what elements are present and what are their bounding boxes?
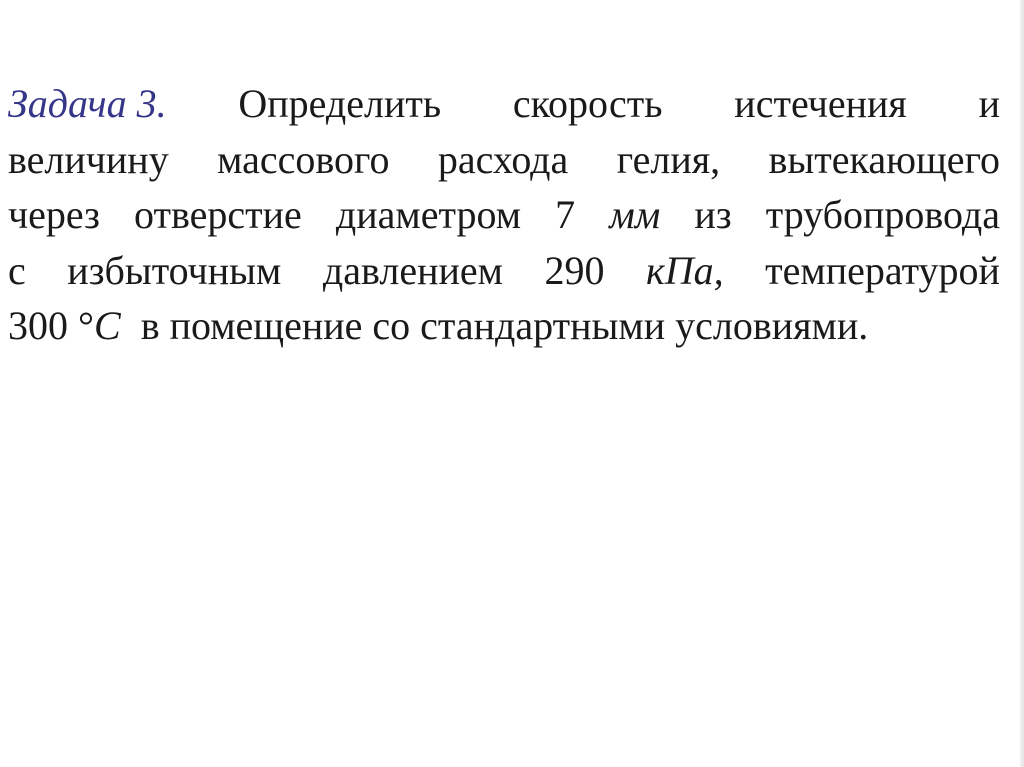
- task-text: [8, 76, 1000, 354]
- temperature-unit: C: [94, 303, 121, 348]
- word: трубопровода: [765, 192, 1000, 237]
- word: истечения: [734, 81, 907, 126]
- word: 290: [544, 247, 605, 293]
- word: массового: [217, 136, 390, 182]
- diameter-unit: мм: [609, 192, 661, 237]
- task-line-3: [8, 187, 1000, 243]
- word: расхода: [437, 136, 569, 182]
- word: из: [694, 192, 732, 237]
- task-line-5: [8, 298, 1000, 354]
- task-line-5-text: в помещение со стандартными условиями.: [140, 303, 869, 348]
- word: через: [8, 192, 100, 237]
- word: давлением: [322, 247, 503, 293]
- word: величину: [8, 136, 169, 182]
- word: и: [978, 81, 1000, 126]
- word: скорость: [512, 81, 663, 126]
- word: диаметром: [335, 192, 522, 237]
- task-line-4: [8, 243, 1000, 299]
- task-label: Задача 3.: [8, 81, 167, 126]
- word: 7: [555, 192, 576, 237]
- pressure-unit: кПа,: [646, 247, 724, 293]
- temperature-value: 300 °: [8, 303, 94, 348]
- word: температурой: [765, 247, 1000, 293]
- page-edge: [1020, 0, 1024, 767]
- word: отверстие: [134, 192, 302, 237]
- task-line-2: [8, 132, 1000, 188]
- word: гелия,: [616, 136, 721, 182]
- word: с: [8, 247, 26, 293]
- task-line-1: [8, 76, 1000, 132]
- word: вытекающего: [768, 136, 1000, 182]
- word: Определить: [238, 81, 442, 126]
- word: избыточным: [67, 247, 282, 293]
